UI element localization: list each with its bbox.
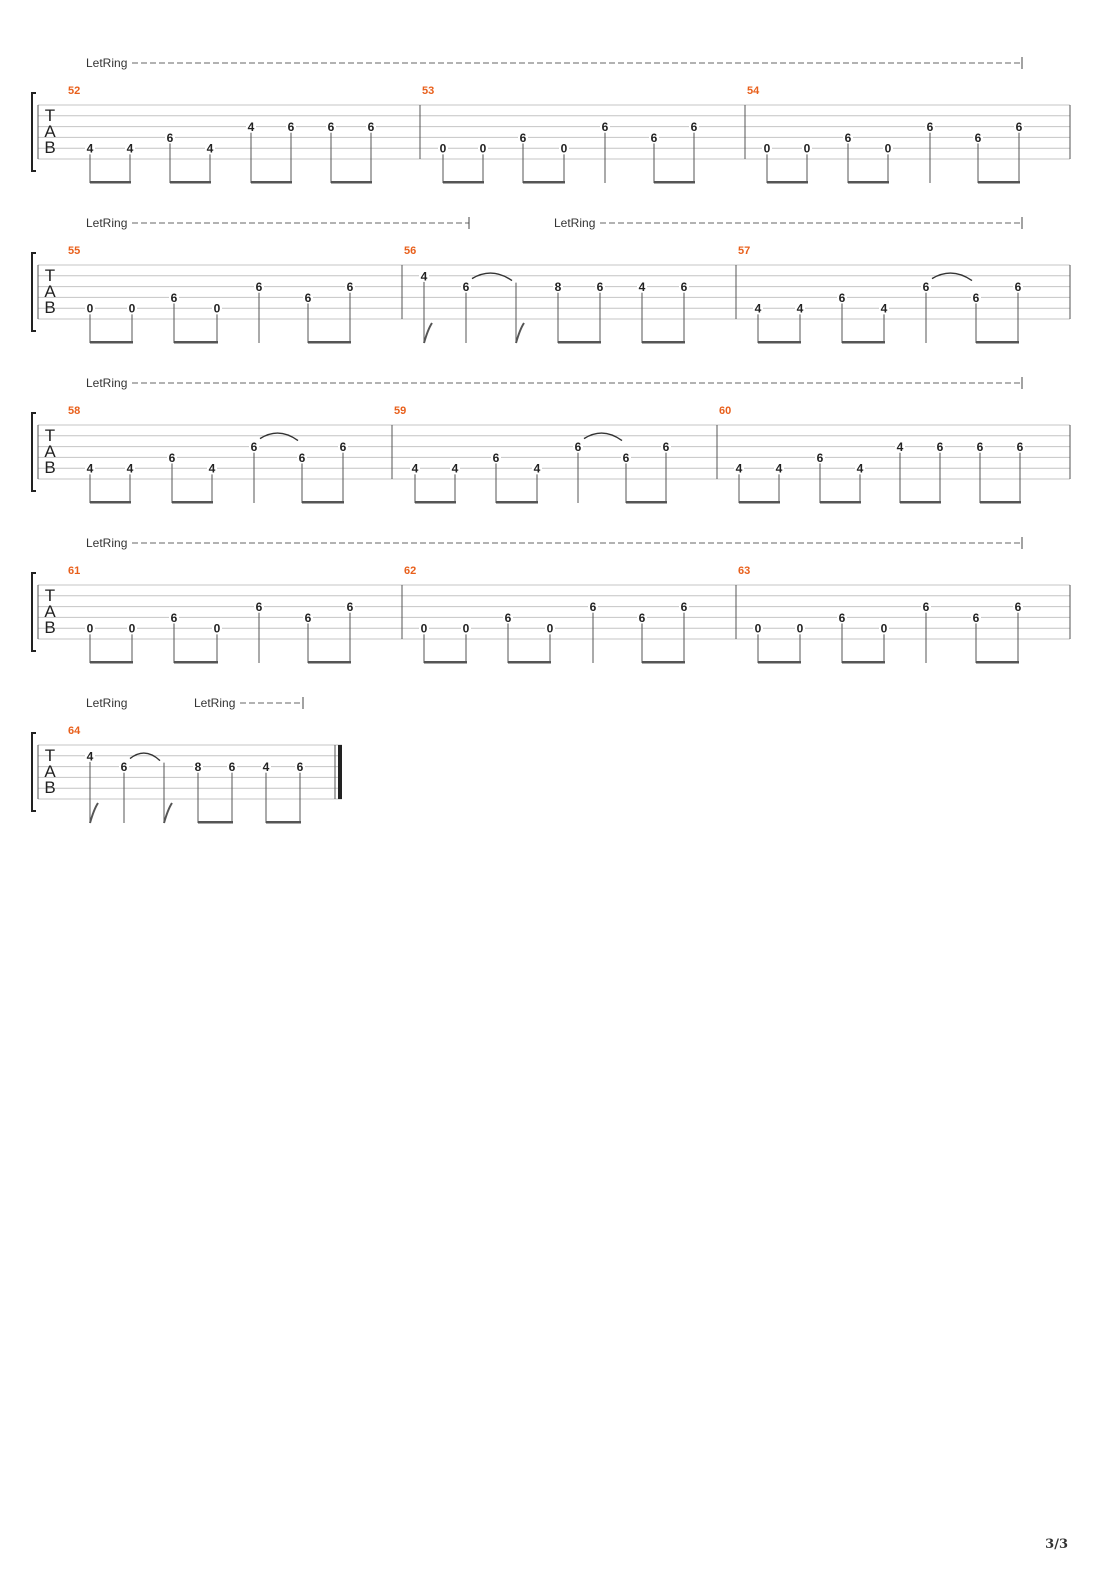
fret-number: 0 [796,621,804,636]
final-barline-thick [338,745,342,799]
fret-number: 4 [126,141,134,156]
fret-number: 6 [287,120,295,135]
measure-number: 54 [747,85,760,97]
measure-number: 58 [68,405,81,417]
fret-number: 6 [838,610,846,625]
tab-system [32,216,1070,344]
tie-arc [130,753,160,761]
fret-number: 0 [420,621,428,636]
note-beam [820,501,861,504]
fret-number: 4 [775,461,783,476]
measure-number: 56 [404,245,417,257]
fret-number: 6 [844,130,852,145]
fret-number: 4 [451,461,459,476]
fret-number: 6 [690,120,698,135]
fret-number: 6 [1016,440,1024,455]
tie-arc [472,273,512,281]
note-beam [900,501,941,504]
fret-number: 0 [128,301,136,316]
fret-number: 0 [213,621,221,636]
fret-number: 6 [120,760,128,775]
note-beam [496,501,538,504]
fret-number: 8 [194,760,202,775]
fret-number: 6 [255,280,263,295]
tab-clef-letter: T [44,266,56,285]
note-beam [758,661,801,664]
fret-number: 6 [972,610,980,625]
fret-number: 6 [1015,120,1023,135]
fret-number: 6 [346,600,354,615]
note-beam [90,181,131,184]
note-beam [976,661,1019,664]
tab-system [32,376,1070,504]
note-beam [302,501,344,504]
measure-number: 60 [719,405,732,417]
fret-number: 6 [976,440,984,455]
tab-clef-letter: B [44,458,56,477]
note-beam [174,341,218,344]
note-beam [848,181,889,184]
fret-number: 4 [735,461,743,476]
fret-number: 4 [754,301,762,316]
fret-number: 6 [170,610,178,625]
note-beam [980,501,1021,504]
tab-clef-letter: T [44,746,56,765]
note-beam [626,501,667,504]
tab-clef-letter: A [44,602,56,621]
note-beam [174,661,218,664]
fret-number: 0 [763,141,771,156]
note-beam [523,181,565,184]
eighth-flag [164,803,172,823]
fret-number: 6 [519,130,527,145]
eighth-flag [516,323,524,343]
tab-clef-letter: A [44,282,56,301]
fret-number: 0 [86,301,94,316]
let-ring-label: LetRing [86,376,128,390]
tab-clef-letter: A [44,442,56,461]
system-bracket [32,573,36,651]
fret-number: 4 [856,461,864,476]
tab-system [32,536,1070,664]
note-beam [558,341,601,344]
fret-number: 8 [554,280,562,295]
fret-number: 6 [601,120,609,135]
measure-number: 61 [68,565,81,577]
fret-number: 6 [680,600,688,615]
measure-number: 52 [68,85,81,97]
fret-number: 6 [972,290,980,305]
fret-number: 0 [803,141,811,156]
fret-number: 4 [411,461,419,476]
page-number: 3/3 [1045,1537,1068,1552]
fret-number: 4 [86,141,94,156]
fret-number: 0 [560,141,568,156]
note-beam [842,341,885,344]
eighth-flag [424,323,432,343]
tie-arc [932,273,972,281]
fret-number: 6 [228,760,236,775]
fret-number: 4 [206,141,214,156]
fret-number: 6 [462,280,470,295]
fret-number: 6 [926,120,934,135]
fret-number: 6 [816,450,824,465]
tab-system [32,696,342,824]
fret-number: 6 [650,130,658,145]
measure-number: 59 [394,405,407,417]
tab-clef-letter: B [44,298,56,317]
note-beam [415,501,456,504]
note-beam [424,661,467,664]
note-beam [758,341,801,344]
note-beam [978,181,1020,184]
note-beam [90,501,131,504]
tie-arc [584,433,622,441]
fret-number: 6 [367,120,375,135]
tab-clef-letter: T [44,586,56,605]
fret-number: 0 [439,141,447,156]
fret-number: 6 [166,130,174,145]
fret-number: 6 [255,600,263,615]
fret-number: 6 [662,440,670,455]
measure-number: 55 [68,245,81,257]
fret-number: 4 [896,440,904,455]
let-ring-label: LetRing [86,696,128,710]
note-beam [308,661,351,664]
tab-clef-letter: T [44,106,56,125]
tab-system [32,56,1070,184]
fret-number: 4 [880,301,888,316]
note-beam [642,341,685,344]
fret-number: 6 [346,280,354,295]
fret-number: 0 [546,621,554,636]
fret-number: 6 [596,280,604,295]
tab-clef-letter: A [44,762,56,781]
measure-number: 62 [404,565,417,577]
fret-number: 6 [936,440,944,455]
let-ring-label: LetRing [194,696,236,710]
note-beam [172,501,213,504]
note-beam [251,181,292,184]
measure-number: 53 [422,85,435,97]
fret-number: 4 [86,749,94,764]
fret-number: 6 [339,440,347,455]
fret-number: 6 [922,280,930,295]
measure-number: 63 [738,565,751,577]
fret-number: 0 [213,301,221,316]
fret-number: 6 [170,290,178,305]
tab-clef-letter: A [44,122,56,141]
system-bracket [32,733,36,811]
fret-number: 6 [622,450,630,465]
fret-number: 6 [327,120,335,135]
note-beam [976,341,1019,344]
fret-number: 4 [126,461,134,476]
fret-number: 4 [247,120,255,135]
fret-number: 6 [680,280,688,295]
fret-number: 0 [754,621,762,636]
note-beam [443,181,484,184]
fret-number: 6 [304,610,312,625]
tie-arc [260,433,298,441]
let-ring-label: LetRing [86,56,128,70]
fret-number: 0 [884,141,892,156]
note-beam [767,181,808,184]
fret-number: 6 [638,610,646,625]
note-beam [842,661,885,664]
fret-number: 6 [922,600,930,615]
note-beam [90,661,133,664]
fret-number: 4 [262,760,270,775]
note-beam [642,661,685,664]
fret-number: 0 [462,621,470,636]
tab-clef-letter: B [44,778,56,797]
fret-number: 4 [86,461,94,476]
fret-number: 0 [86,621,94,636]
fret-number: 6 [1014,600,1022,615]
fret-number: 6 [504,610,512,625]
fret-number: 0 [128,621,136,636]
fret-number: 0 [880,621,888,636]
fret-number: 6 [974,130,982,145]
note-beam [331,181,372,184]
note-beam [90,341,133,344]
fret-number: 6 [168,450,176,465]
system-bracket [32,93,36,171]
note-beam [170,181,211,184]
note-beam [198,821,233,824]
fret-number: 4 [796,301,804,316]
fret-number: 6 [250,440,258,455]
note-beam [739,501,780,504]
let-ring-label: LetRing [86,536,128,550]
let-ring-label: LetRing [554,216,596,230]
fret-number: 6 [298,450,306,465]
fret-number: 6 [304,290,312,305]
eighth-flag [90,803,98,823]
fret-number: 6 [574,440,582,455]
fret-number: 4 [638,280,646,295]
fret-number: 4 [420,269,428,284]
fret-number: 6 [296,760,304,775]
measure-number: 57 [738,245,751,257]
fret-number: 4 [208,461,216,476]
fret-number: 6 [1014,280,1022,295]
note-beam [308,341,351,344]
fret-number: 6 [838,290,846,305]
tab-clef-letter: T [44,426,56,445]
measure-number: 64 [68,725,81,737]
system-bracket [32,253,36,331]
note-beam [508,661,551,664]
fret-number: 4 [533,461,541,476]
note-beam [654,181,695,184]
fret-number: 0 [479,141,487,156]
fret-number: 6 [492,450,500,465]
fret-number: 6 [589,600,597,615]
tab-clef-letter: B [44,618,56,637]
system-bracket [32,413,36,491]
note-beam [266,821,301,824]
tab-clef-letter: B [44,138,56,157]
let-ring-label: LetRing [86,216,128,230]
